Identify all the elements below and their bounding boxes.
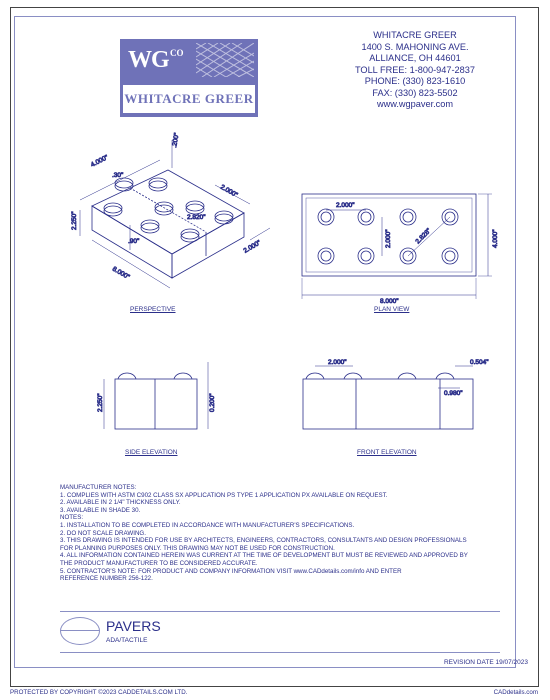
title-divider [60, 611, 500, 612]
logo-mark: WG [128, 47, 169, 73]
dim-text: .200" [171, 132, 181, 149]
drawing-subtitle: ADA/TACTILE [106, 637, 148, 644]
company-line: TOLL FREE: 1-800-947-2837 [354, 64, 475, 75]
dim-text: 2.000" [336, 202, 355, 209]
company-line: 1400 S. MAHONING AVE. [361, 41, 469, 52]
dim-text: 2.000" [219, 183, 239, 200]
dim-text: 2.820" [187, 214, 206, 221]
note-line: 2. AVAILABLE IN 2 1/4" THICKNESS ONLY. [60, 499, 181, 507]
perspective-label: PERSPECTIVE [130, 306, 176, 313]
plan-view [302, 194, 492, 299]
company-line: PHONE: (330) 823-1610 [364, 76, 466, 86]
side-elevation-label: SIDE ELEVATION [125, 449, 178, 456]
dim-text: 8.000" [380, 298, 399, 305]
section-marker-icon [60, 617, 100, 645]
dim-text: 2.000" [242, 239, 263, 255]
note-line: THE PRODUCT MANUFACTURER TO BE CONSIDERED ACCURATE. [60, 559, 258, 567]
front-elevation-view [303, 366, 473, 429]
dim-text: 0.980" [444, 390, 463, 397]
notes-block [60, 484, 500, 583]
drawing-title: PAVERS [106, 618, 161, 634]
dim-text: .30" [112, 172, 124, 179]
dim-text: 0.200" [209, 393, 216, 412]
note-line: 3. AVAILABLE IN SHADE 30. [60, 506, 141, 514]
dome-group [104, 178, 233, 242]
site-link[interactable]: CADdetails.com [493, 689, 538, 696]
title-divider-bottom [60, 652, 500, 653]
company-line: ALLIANCE, OH 44601 [369, 53, 461, 63]
note-line: 3. THIS DRAWING IS INTENDED FOR USE BY ARCHITECTS, ENGINEERS, CONTRACTORS, CONSULTANTS AND DESIGN PROFESSIONALS [60, 537, 467, 545]
note-line: 5. CONTRACTOR'S NOTE: FOR PRODUCT AND COMPANY INFORMATION VISIT www.CADdetails.com/info AND ENTER [60, 567, 402, 575]
logo-name: WHITACRE GREER [124, 91, 254, 106]
front-elevation-label: FRONT ELEVATION [357, 449, 417, 456]
dim-text: 8.000" [111, 265, 131, 282]
section-marker-line [60, 630, 100, 631]
dim-text: 4.000" [492, 229, 499, 248]
dim-text: 2.250" [71, 211, 78, 230]
plan-view-label: PLAN VIEW [374, 306, 410, 313]
side-elevation-view [104, 362, 208, 429]
note-line: 4. ALL INFORMATION CONTAINED HEREIN WAS CURRENT AT THE TIME OF DEVELOPMENT BUT MUST BE REVIEWED AND APPROVED BY [60, 552, 468, 560]
company-line: WHITACRE GREER [373, 30, 457, 40]
note-line: REFERENCE NUMBER 256-122. [60, 575, 153, 583]
note-line: 1. INSTALLATION TO BE COMPLETED IN ACCORDANCE WITH MANUFACTURER'S SPECIFICATIONS. [60, 521, 355, 529]
note-line: FOR PLANNING PURPOSES ONLY. THIS DRAWING MAY NOT BE USED FOR CONSTRUCTION. [60, 544, 335, 552]
note-line: 1. COMPLIES WITH ASTM C902 CLASS SX APPLICATION PS TYPE 1 APPLICATION PX AVAILABLE ON REQUEST. [60, 491, 388, 499]
revision-date: REVISION DATE 19/07/2023 [443, 659, 528, 666]
logo-superscript: CO [170, 48, 184, 58]
company-link[interactable]: www.wgpaver.com [376, 99, 454, 109]
dim-text: 2.828" [414, 227, 433, 246]
company-line: FAX: (330) 823-5502 [372, 87, 458, 98]
dim-text: 4.000" [89, 154, 110, 169]
dim-text: 2.000" [328, 359, 347, 366]
note-line: 2. DO NOT SCALE DRAWING. [60, 529, 146, 537]
dim-text: .90" [128, 238, 140, 245]
note-line: MANUFACTURER NOTES: [60, 484, 137, 491]
perspective-view [80, 140, 270, 288]
dim-text: 2.250" [97, 393, 104, 412]
dim-text: 2.000" [385, 229, 392, 248]
copyright-text: PROTECTED BY COPYRIGHT ©2023 CADDETAILS.COM LTD. [10, 689, 188, 696]
note-line: NOTES: [60, 514, 84, 522]
dim-text: 0.504" [470, 359, 489, 366]
